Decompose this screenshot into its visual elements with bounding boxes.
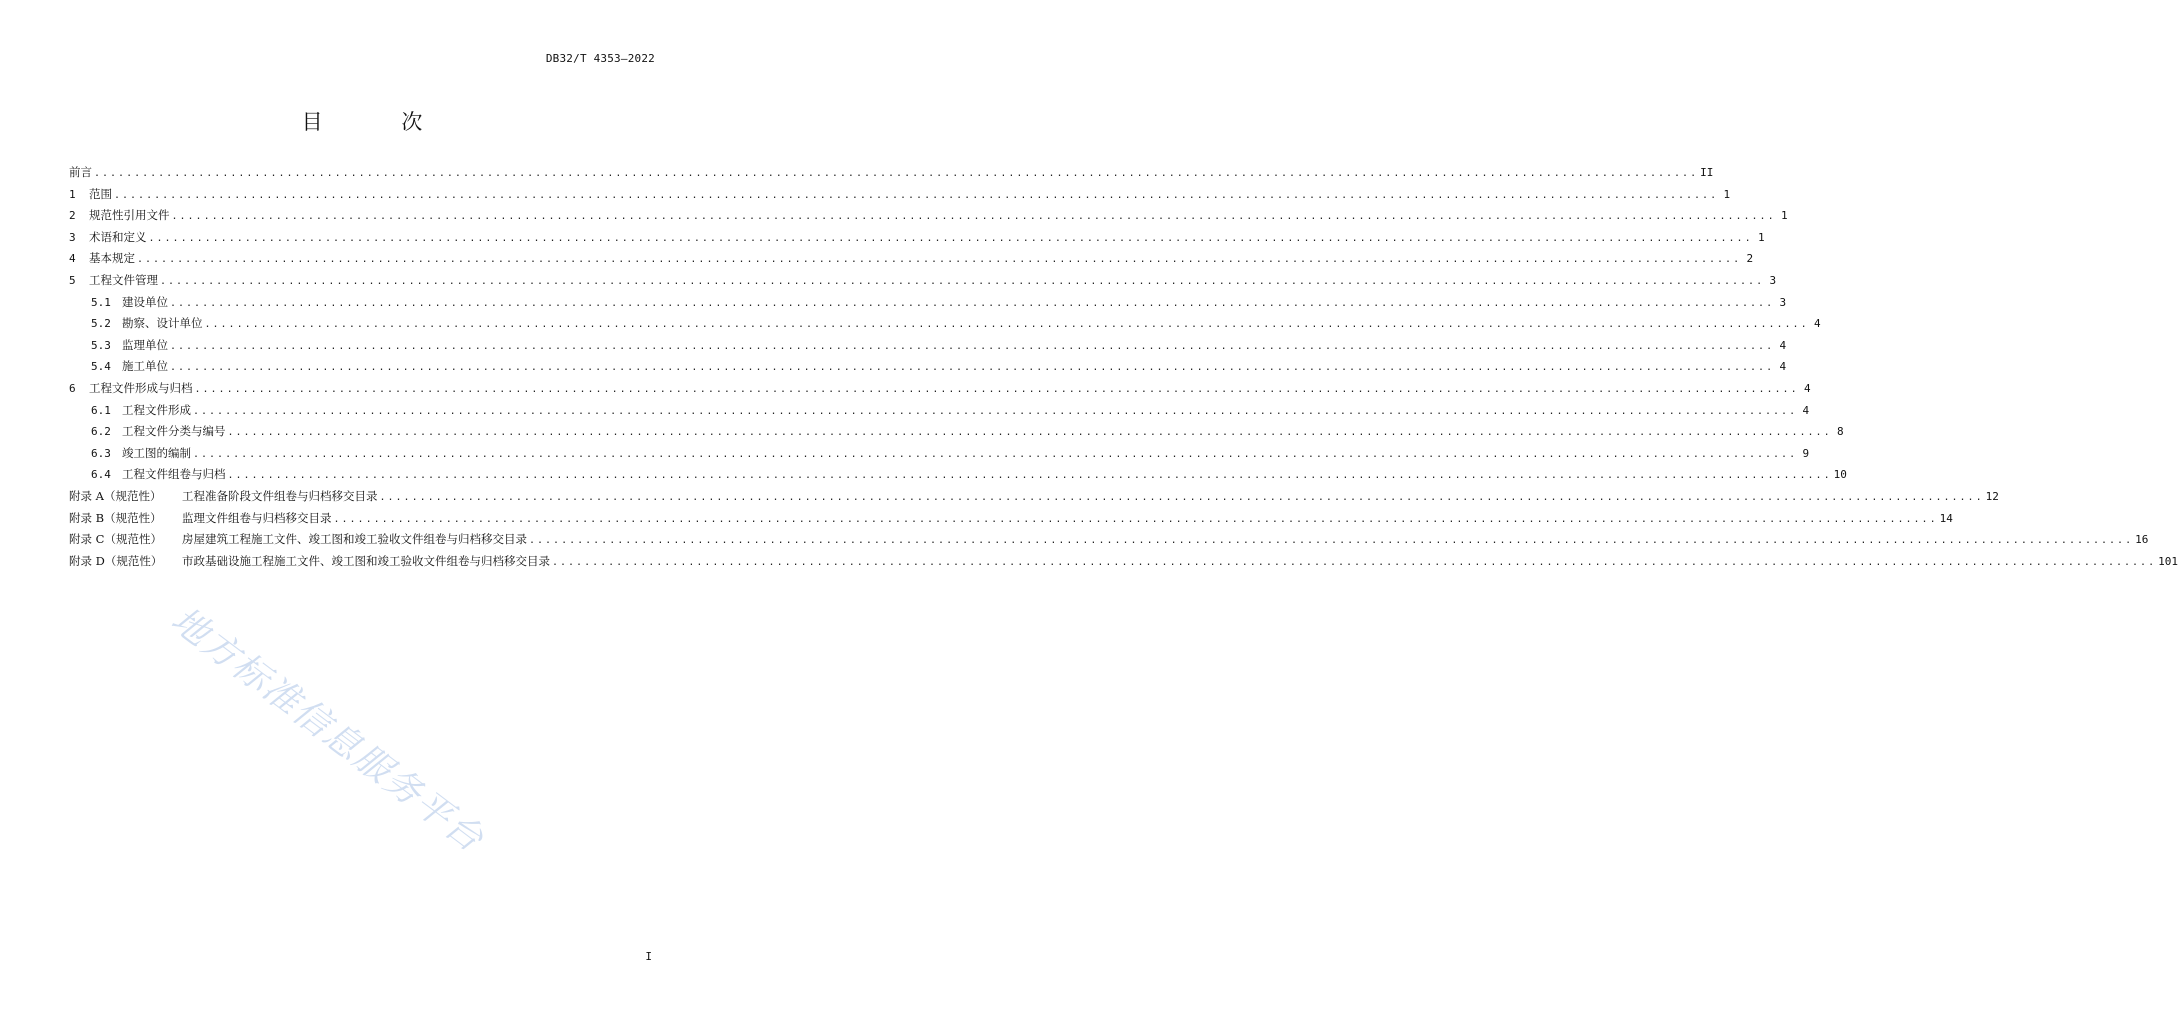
toc-entry-label: 监理单位: [122, 337, 168, 352]
toc-entry-page: 10: [1833, 468, 1847, 482]
toc-entry-page: 16: [2135, 533, 2149, 547]
toc-entry-number: 6.4: [91, 468, 111, 482]
toc-entry[interactable]: [69, 356, 1787, 378]
toc-entry-page: 8: [1836, 425, 1844, 439]
watermark: 地方标准信息服务平台: [163, 599, 492, 861]
toc-entry-label: 工程准备阶段文件组卷与归档移交目录: [182, 488, 378, 503]
toc-entry[interactable]: [69, 227, 1765, 249]
toc-entry-page: 4: [1779, 338, 1787, 352]
toc-entry-page: 1: [1757, 230, 1765, 244]
toc-entry-number: 6.2: [91, 425, 111, 439]
toc-leader-dots: ........................................................................................................................................................................................................: [170, 340, 1775, 352]
toc-entry-page: 1: [1780, 209, 1788, 223]
toc-entry[interactable]: [69, 205, 1788, 227]
toc-entry-label: 基本规定: [89, 251, 135, 266]
toc-entry-label: 市政基础设施工程施工文件、竣工图和竣工验收文件组卷与归档移交目录: [182, 553, 550, 568]
toc-entry-page: 4: [1779, 360, 1787, 374]
standard-code: DB32/T 4353—2022: [545, 52, 655, 65]
toc-entry-label: 工程文件形成: [122, 402, 191, 417]
toc-leader-dots: ........................................................................................................................................................................................................: [227, 470, 1832, 482]
toc-entry-label: 监理文件组卷与归档移交目录: [182, 510, 332, 525]
toc-entry[interactable]: [69, 400, 1810, 422]
toc-leader-dots: ........................................................................................................................................................................................................: [193, 448, 1798, 460]
toc-leader-dots: ........................................................................................................................................................................................................: [148, 232, 1753, 244]
toc-entry-page: 4: [1803, 381, 1811, 395]
toc-entry-label: 工程文件分类与编号: [122, 424, 226, 439]
toc-entry[interactable]: [69, 464, 1847, 486]
toc-leader-dots: ........................................................................................................................................................................................................: [137, 254, 1742, 266]
toc-entry-page: 9: [1802, 446, 1810, 460]
toc-entry[interactable]: [69, 313, 1821, 335]
toc-entry[interactable]: [69, 292, 1787, 314]
toc-entry-page: II: [1700, 166, 1714, 179]
page-title: 目 次: [301, 110, 459, 134]
toc-entry-label: 竣工图的编制: [122, 445, 191, 460]
toc-entry-number: 5: [69, 273, 76, 287]
toc-entry-label: 施工单位: [122, 359, 168, 374]
toc-entry-number: 6.1: [91, 403, 111, 417]
toc-entry[interactable]: [69, 335, 1787, 357]
toc-leader-dots: ........................................................................................................................................................................................................: [170, 362, 1775, 374]
toc-entry-number: 5.4: [91, 360, 111, 374]
toc-entry-page: 101: [2158, 554, 2178, 568]
toc-leader-dots: ........................................................................................................................................................................................................: [379, 491, 1984, 503]
toc-entry-number: 6: [69, 381, 76, 395]
toc-entry-number: 2: [69, 209, 76, 223]
toc-leader-dots: ........................................................................................................................................................................................................: [204, 319, 1809, 331]
toc-entry[interactable]: [69, 486, 1999, 508]
toc-entry-number: 4: [69, 252, 76, 266]
toc-entry-number: 附录 A（规范性）: [69, 488, 162, 503]
toc-entry-page: 3: [1769, 273, 1777, 287]
toc-entry-label: 建设单位: [122, 294, 168, 309]
toc-entry-page: 12: [1985, 489, 1999, 503]
toc-leader-dots: ........................................................................................................................................................................................................: [193, 405, 1798, 417]
toc-entry-page: 2: [1746, 252, 1754, 266]
toc-entry-number: 附录 B（规范性）: [69, 510, 162, 525]
toc-entry-label: 规范性引用文件: [89, 208, 170, 223]
toc-entry-page: 3: [1779, 295, 1787, 309]
toc-entry[interactable]: [69, 184, 1731, 206]
toc-leader-dots: ........................................................................................................................................................................................................: [529, 535, 2134, 547]
toc-leader-dots: ........................................................................................................................................................................................................: [227, 427, 1832, 439]
toc-entry-label: 工程文件形成与归档: [89, 380, 193, 395]
toc-entry-page: 4: [1813, 317, 1821, 331]
toc-leader-dots: ........................................................................................................................................................................................................: [552, 556, 2157, 568]
toc-entry[interactable]: [69, 443, 1810, 465]
toc-leader-dots: ........................................................................................................................................................................................................: [160, 275, 1765, 287]
toc-entry[interactable]: [69, 508, 1953, 530]
toc-entry[interactable]: [69, 162, 1714, 184]
toc-entry-label: 工程文件管理: [89, 272, 158, 287]
toc-leader-dots: ........................................................................................................................................................................................................: [333, 513, 1938, 525]
toc-entry-number: 5.2: [91, 317, 111, 331]
toc-leader-dots: ........................................................................................................................................................................................................: [171, 211, 1776, 223]
toc-entry-label: 工程文件组卷与归档: [122, 467, 226, 482]
table-of-contents: [69, 162, 2178, 572]
toc-entry-number: 6.3: [91, 446, 111, 460]
toc-leader-dots: ........................................................................................................................................................................................................: [114, 189, 1719, 201]
toc-entry-page: 4: [1802, 403, 1810, 417]
toc-entry[interactable]: [69, 378, 1811, 400]
toc-entry[interactable]: [69, 529, 2149, 551]
toc-entry-number: 5.3: [91, 338, 111, 352]
toc-entry[interactable]: [69, 248, 1754, 270]
toc-entry-page: 1: [1723, 187, 1731, 201]
toc-entry-label: 房屋建筑工程施工文件、竣工图和竣工验收文件组卷与归档移交目录: [182, 532, 527, 547]
toc-entry-label: 前言: [69, 165, 92, 179]
toc-entry-label: 勘察、设计单位: [122, 316, 203, 331]
toc-leader-dots: ........................................................................................................................................................................................................: [194, 383, 1799, 395]
toc-entry-number: 附录 D（规范性）: [69, 553, 163, 568]
toc-entry[interactable]: [69, 421, 1844, 443]
toc-entry-number: 5.1: [91, 295, 111, 309]
toc-entry-label: 术语和定义: [89, 229, 147, 244]
toc-leader-dots: ........................................................................................................................................................................................................: [170, 297, 1775, 309]
toc-entry-number: 附录 C（规范性）: [69, 532, 162, 547]
footer-page-number: I: [645, 950, 652, 963]
toc-entry[interactable]: [69, 551, 2178, 573]
toc-entry[interactable]: [69, 270, 1777, 292]
toc-entry-number: 3: [69, 230, 76, 244]
toc-entry-number: 1: [69, 187, 76, 201]
toc-entry-label: 范围: [89, 186, 112, 201]
toc-leader-dots: ........................................................................................................................................................................................................: [94, 168, 1699, 179]
toc-entry-page: 14: [1939, 511, 1953, 525]
